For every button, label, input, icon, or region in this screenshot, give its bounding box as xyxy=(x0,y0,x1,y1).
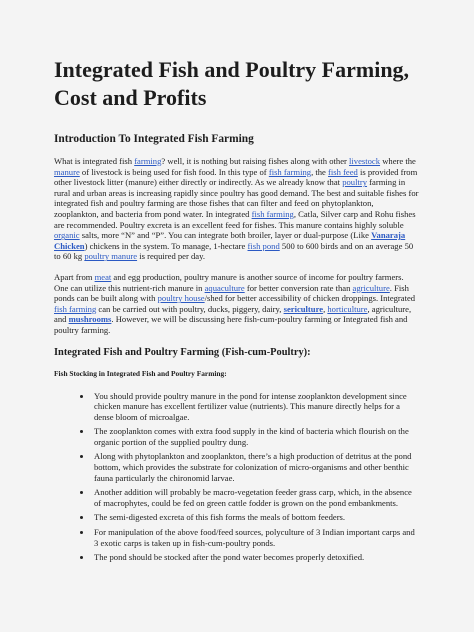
paragraph-text: , agriculture, and xyxy=(54,303,412,325)
inline-link[interactable]: agriculture xyxy=(352,282,390,293)
paragraph-text: . However, we will be discussing here fish-cum-poultry farming or Integrated fish and poultry farming. xyxy=(54,314,408,335)
list-item: • The semi-digested excreta of this fish forms the meals of bottom feeders. xyxy=(92,512,420,523)
paragraph-text: farming in rural and urban areas is increasing rapidly since poultry has good demand. The best and suitable fishes for integrated fish and poultry farming are those fishes that can filter and feed on phytoplankton, zooplankton, and bacteria from pond water. In integrated xyxy=(54,177,419,219)
paragraph-text: What is integrated fish xyxy=(54,156,135,166)
paragraph-text: ) chickens in the system. To manage, 1-hectare xyxy=(84,240,248,251)
list-item: • For manipulation of the above food/feed sources, polyculture of 3 Indian important carps and 3 exotic carps is taken up in fish-cum-poultry ponds. xyxy=(92,527,420,548)
inline-link[interactable]: sericulture xyxy=(283,303,324,314)
inline-link[interactable]: mushrooms xyxy=(68,314,112,325)
inline-link[interactable]: meat xyxy=(94,271,112,282)
paragraph-text: /shed for better accessibility of chicken droppings. Integrated xyxy=(204,293,416,304)
paragraph-text: can be carried out with poultry, ducks, piggery, dairy, xyxy=(96,303,284,314)
inline-link[interactable]: farming xyxy=(134,156,162,166)
inline-link[interactable]: aquaculture xyxy=(204,282,245,293)
list-item: • You should provide poultry manure in the pond for intense zooplankton development since chicken manure has excellent fertilizer value (nutrients). This manure directly helps for a dense bloom of microalgae. xyxy=(92,391,420,423)
inline-link[interactable]: fish farming xyxy=(54,303,97,314)
paragraph-text: Apart from xyxy=(54,271,95,282)
inline-link[interactable]: livestock xyxy=(349,156,381,166)
paragraph-text: salts, more “N” and “P”. You can integrate both broiler, layer or dual-purpose (Like xyxy=(79,230,372,241)
list-item: • Along with phytoplankton and zooplankton, there’s a high production of detritus at the pond bottom, which provides the substrate for colonization of micro-organisms and other benthic fauna particularly the chironomid larvae. xyxy=(92,451,420,483)
intro-paragraph xyxy=(54,156,420,262)
paragraph-text: ? well, it is nothing but raising fishes along with other xyxy=(161,156,350,166)
section-heading: Integrated Fish and Poultry Farming (Fish-cum-Poultry): xyxy=(54,346,311,358)
income-paragraph xyxy=(54,272,420,336)
paragraph-text: where the xyxy=(380,156,416,166)
list-item: • Another addition will probably be macro-vegetation feeder grass carp, which, in the absence of macrophytes, could be fed on green cattle fodder is grown on the pond embankments. xyxy=(92,487,420,508)
stocking-bullet-list xyxy=(54,391,420,563)
inline-link[interactable]: fish pond xyxy=(247,240,280,251)
intro-heading: Introduction To Integrated Fish Farming xyxy=(54,133,254,145)
paragraph-text: of livestock is being used for fish food. In this type of xyxy=(79,166,269,177)
list-item: • The zooplankton comes with extra food supply in the kind of bacteria which flourish on the organic portion of the supplied poultry dung. xyxy=(92,426,420,447)
paragraph-text: , Catla, Silver carp and Rohu fishes are recommended. Poultry excreta is an excellent feed for fishes. This manure contains highly soluble xyxy=(54,208,416,230)
paragraph-text: is required per day. xyxy=(137,251,206,262)
subsection-heading: Fish Stocking in Integrated Fish and Poultry Farming: xyxy=(54,368,227,378)
page-title: Integrated Fish and Poultry Farming, Cost and Profits xyxy=(54,57,410,110)
inline-link[interactable]: organic xyxy=(54,230,80,241)
inline-link[interactable]: poultry xyxy=(342,177,368,188)
paragraph-text: . Fish ponds can be built along with xyxy=(54,282,409,304)
inline-link[interactable]: fish farming xyxy=(268,166,312,177)
inline-link[interactable]: manure xyxy=(54,166,80,177)
inline-link[interactable]: horticulture xyxy=(327,303,368,314)
paragraph-text: , xyxy=(323,303,328,314)
paragraph-text: 500 to 600 birds and on an average 50 to 60 kg xyxy=(54,240,414,262)
inline-link[interactable]: poultry manure xyxy=(84,251,138,262)
paragraph-text: , the xyxy=(311,166,329,177)
paragraph-text: is provided from other livestock litter (manure) either directly or indirectly. As we already know that xyxy=(54,166,418,188)
inline-link[interactable]: fish farming xyxy=(251,208,294,219)
inline-link[interactable]: fish feed xyxy=(328,166,358,177)
paragraph-text: for better conversion rate than xyxy=(244,282,353,293)
inline-link[interactable]: poultry house xyxy=(157,293,205,304)
inline-link[interactable]: Vanaraja Chicken xyxy=(54,230,406,251)
paragraph-text: and egg production, poultry manure is another source of income for poultry farmers. One can utilize this nutrient-rich manure in xyxy=(54,271,404,293)
list-item: • The pond should be stocked after the pond water becomes properly detoxified. xyxy=(92,552,420,563)
